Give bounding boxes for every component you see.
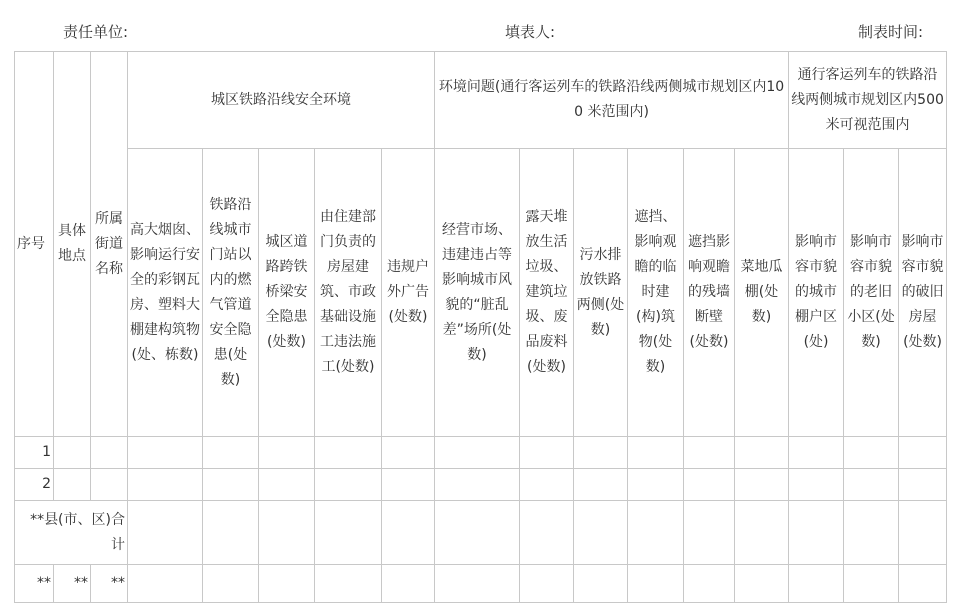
row-seq: 1 [15, 437, 54, 469]
header-col-3: 城区道路跨铁桥梁安全隐患(处数) [259, 149, 315, 437]
header-location: 具体地点 [54, 52, 91, 437]
header-col-2: 铁路沿线城市门站以内的燃气管道安全隐患(处数) [203, 149, 259, 437]
header-col-11: 菜地瓜棚(处数) [735, 149, 789, 437]
header-col-4: 由住建部门负责的房屋建筑、市政基础设施工违法施工(处数) [315, 149, 382, 437]
filler-label: 填表人: [505, 23, 556, 41]
header-seq: 序号 [15, 52, 54, 437]
header-col-8: 污水排放铁路两侧(处数) [574, 149, 628, 437]
last-row-cell-1: ** [15, 565, 54, 603]
last-row-cell-3: ** [91, 565, 128, 603]
unit-label: 责任单位: [63, 23, 129, 41]
header-col-6: 经营市场、违建违占等影响城市风貌的“脏乱差”场所(处数) [435, 149, 520, 437]
total-row [15, 501, 947, 565]
header-group-100m: 环境问题(通行客运列车的铁路沿线两侧城市规划区内100 米范围内) [435, 52, 789, 149]
header-col-14: 影响市容市貌的破旧房屋(处数) [899, 149, 947, 437]
total-label: **县(市、区)合计 [15, 501, 128, 565]
header-group-500m: 通行客运列车的铁路沿线两侧城市规划区内500米可视范围内 [789, 52, 947, 149]
header-col-7: 露天堆放生活垃圾、建筑垃圾、废品废料(处数) [520, 149, 574, 437]
header-col-13: 影响市容市貌的老旧小区(处数) [844, 149, 899, 437]
header-col-5: 违规户外广告(处数) [382, 149, 435, 437]
last-row-cell-2: ** [54, 565, 91, 603]
header-col-1: 高大烟囱、影响运行安全的彩钢瓦房、塑料大棚建构筑物(处、栋数) [128, 149, 203, 437]
header-col-10: 遮挡影响观瞻的残墙断壁(处数) [684, 149, 735, 437]
date-label: 制表时间: [858, 23, 924, 41]
header-group-safety: 城区铁路沿线安全环境 [128, 52, 435, 149]
header-street: 所属街道名称 [91, 52, 128, 437]
table-row [15, 565, 947, 603]
row-seq: 2 [15, 469, 54, 501]
header-col-9: 遮挡、影响观瞻的临时建(构)筑物(处数) [628, 149, 684, 437]
report-table [14, 51, 947, 603]
header-col-12: 影响市容市貌的城市棚户区(处) [789, 149, 844, 437]
table-row [15, 469, 947, 501]
table-row [15, 437, 947, 469]
